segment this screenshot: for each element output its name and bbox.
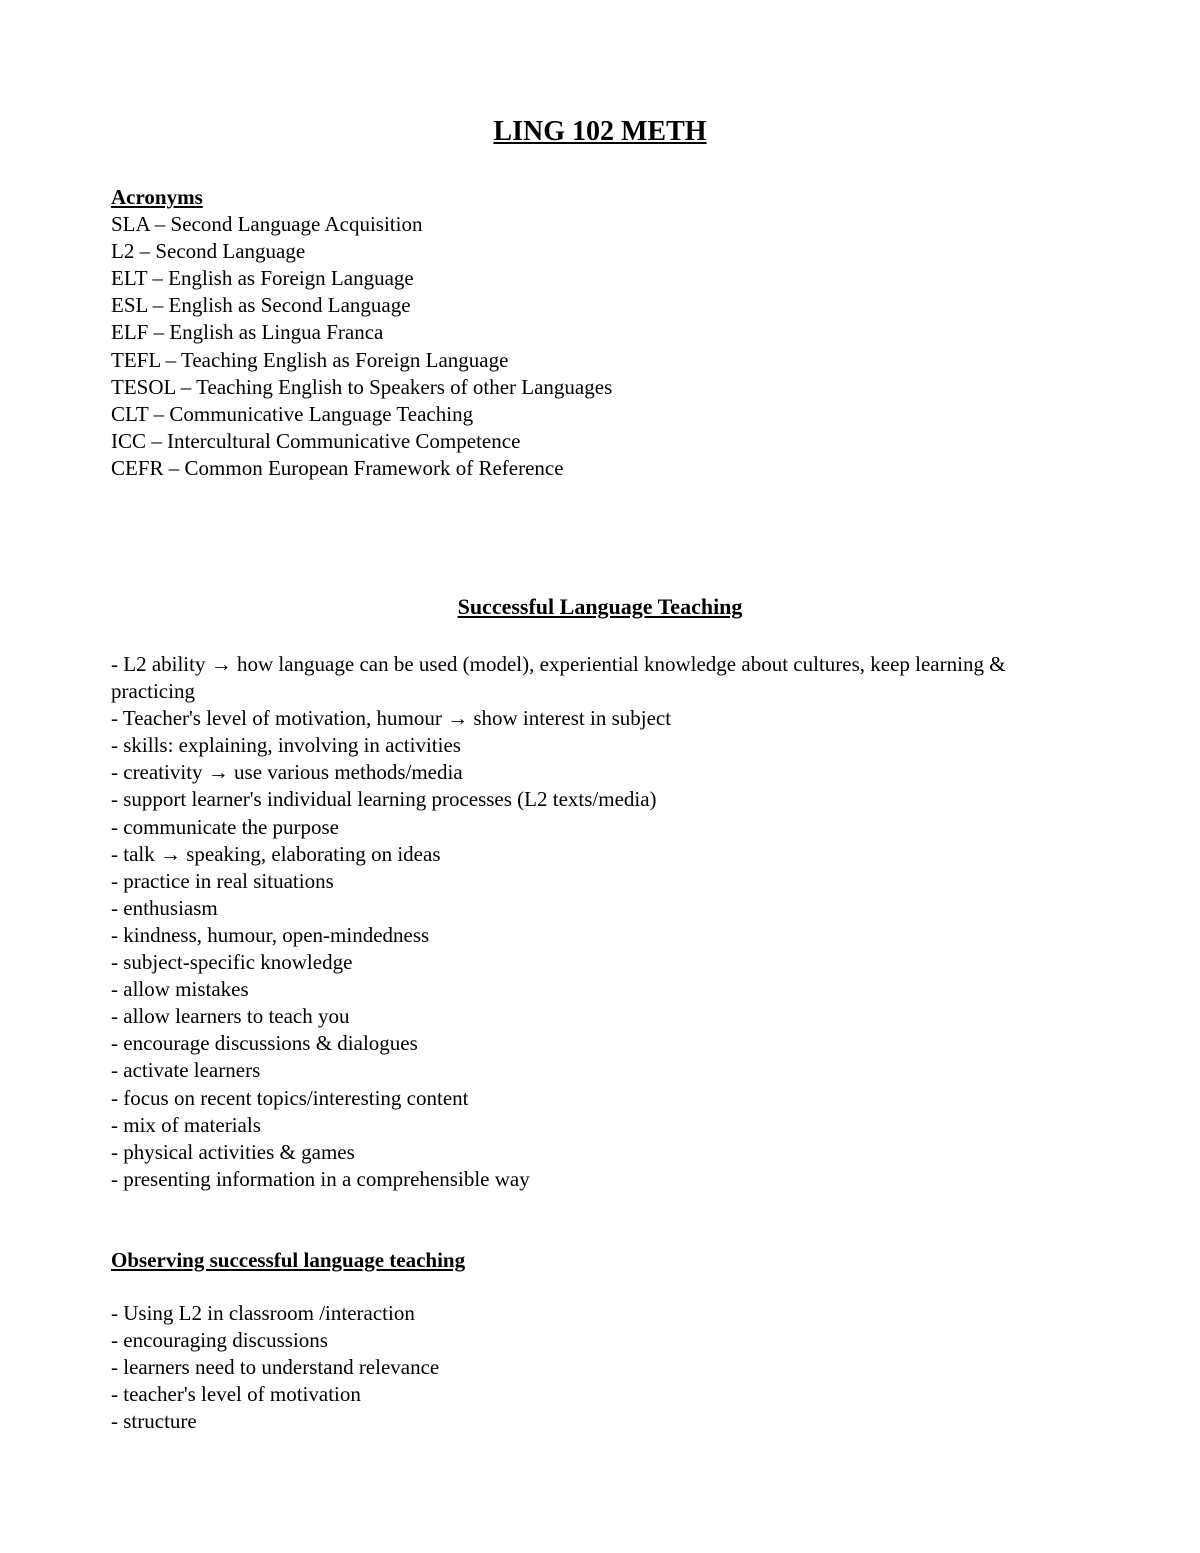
acronym-item: SLA – Second Language Acquisition — [111, 212, 423, 237]
list-item: - activate learners — [111, 1058, 261, 1083]
list-item: - enthusiasm — [111, 895, 218, 920]
list-item: - practice in real situations — [111, 868, 334, 893]
list-item: - allow mistakes — [111, 977, 249, 1002]
acronym-item: ESL – English as Second Language — [111, 293, 411, 318]
acronym-item: CLT – Communicative Language Teaching — [111, 401, 474, 426]
acronyms-heading: Acronyms — [111, 185, 203, 209]
list-item: - physical activities & games — [111, 1139, 355, 1164]
document-title: LING 102 METH — [493, 116, 707, 147]
list-item: - Teacher's level of motivation, humour → show interest in subject — [111, 706, 672, 731]
list-item: - encourage discussions & dialogues — [111, 1031, 418, 1056]
observing-heading: Observing successful language teaching — [111, 1248, 466, 1272]
observing-list — [111, 1300, 1071, 1435]
acronym-item: ELF – English as Lingua Franca — [111, 320, 384, 345]
list-item: - L2 ability → how language can be used (model), experiential knowledge about cultures, keep learning & practicing — [111, 652, 1006, 704]
list-item: - support learner's individual learning processes (L2 texts/media) — [111, 787, 657, 812]
list-item: - teacher's level of motivation — [111, 1382, 361, 1407]
list-item: - subject-specific knowledge — [111, 950, 353, 975]
list-item: - mix of materials — [111, 1112, 261, 1137]
list-item: - communicate the purpose — [111, 814, 340, 839]
acronym-item: TEFL – Teaching English as Foreign Language — [111, 347, 509, 372]
list-item: - skills: explaining, involving in activities — [111, 733, 461, 758]
acronym-item: ICC – Intercultural Communicative Competence — [111, 428, 521, 453]
list-item: - Using L2 in classroom /interaction — [111, 1301, 415, 1325]
list-item: - structure — [111, 1409, 197, 1434]
list-item: - presenting information in a comprehensible way — [111, 1166, 530, 1191]
successful-teaching-heading: Successful Language Teaching — [457, 594, 743, 619]
list-item: - learners need to understand relevance — [111, 1355, 440, 1380]
list-item: - focus on recent topics/interesting content — [111, 1085, 469, 1110]
list-item: - kindness, humour, open-mindedness — [111, 922, 430, 947]
acronym-item: L2 – Second Language — [111, 239, 306, 264]
list-item: - talk → speaking, elaborating on ideas — [111, 841, 441, 866]
successful-teaching-list — [111, 651, 1016, 1193]
list-item: - encouraging discussions — [111, 1328, 328, 1353]
acronym-item: ELT – English as Foreign Language — [111, 266, 414, 291]
acronym-item: TESOL – Teaching English to Speakers of other Languages — [111, 374, 613, 399]
list-item: - creativity → use various methods/media — [111, 760, 463, 785]
acronyms-section — [111, 184, 1071, 482]
list-item: - allow learners to teach you — [111, 1004, 350, 1029]
acronym-item: CEFR – Common European Framework of Reference — [111, 455, 564, 480]
